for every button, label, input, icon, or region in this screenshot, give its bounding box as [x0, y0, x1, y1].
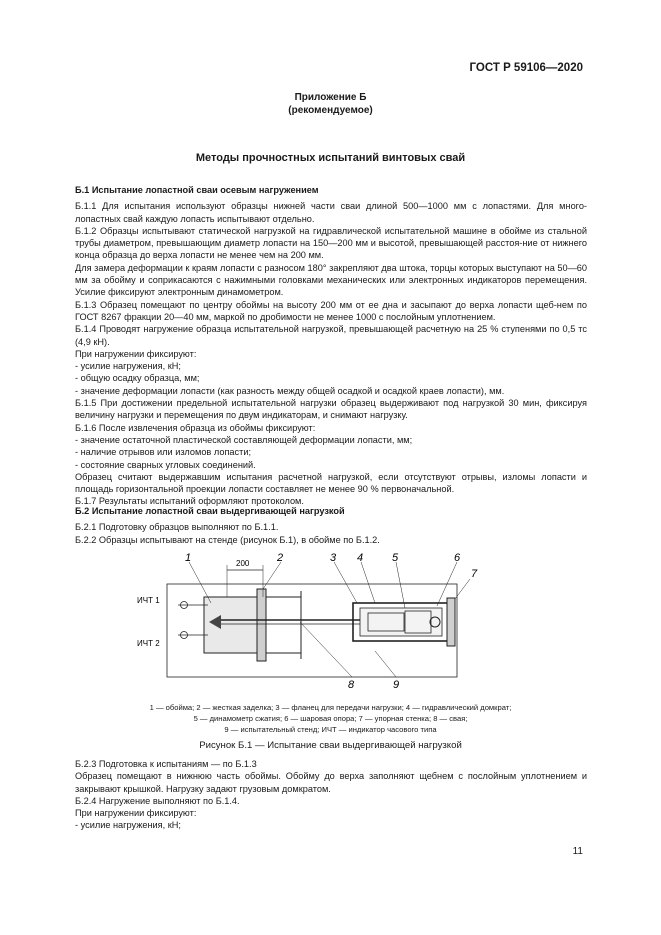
legend-line: 1 — обойма; 2 — жесткая заделка; 3 — фланец для передачи нагрузки; 4 — гидравлический домкрат;	[149, 703, 512, 712]
paragraph: Для замера деформации к краям лопасти с разносом 180° закрепляют два штока, торцы которых выступают на 50—60 мм за обойму и соприкасаются с нажимными головками механических или электронных индикаторов перемещения. Усилие фиксируют электронным динамометром.	[75, 262, 587, 298]
callout-4: 4	[357, 552, 364, 564]
paragraph: Б.2.2 Образцы испытывают на стенде (рисунок Б.1), в обойме по Б.1.2.	[75, 534, 380, 545]
appendix-heading	[0, 91, 661, 117]
paragraph: Б.1.3 Образец помещают по центру обоймы на высоту 200 мм от ее дна и засыпают до верха лопасти щеб-нем по ГОСТ 8267 фракции 20—40 мм, маркой по дробимости не менее 1000 с послойным уплотнением.	[75, 299, 587, 322]
paragraph: Образец считают выдержавшим испытания расчетной нагрузкой, если отсутствуют отрывы, изломы лопасти и площадь горизонтальной проекции лопасти составляет не менее 90 % первоначальной.	[75, 471, 587, 495]
paragraph: Б.1.4 Проводят нагружение образца испытательной нагрузкой, превышающей расчетную на 25 % ступенями по 0,5 тс (4,9 кН).	[75, 324, 587, 347]
legend-line: 5 — динамометр сжатия; 6 — шаровая опора; 7 — упорная стенка; 8 — свая;	[193, 714, 468, 723]
list-item: - усилие нагружения, кН;	[75, 361, 181, 372]
section-b2-continued	[75, 758, 587, 832]
section-b1	[75, 184, 587, 508]
paragraph: Б.1.2 Образцы испытывают статической нагрузкой на гидравлической испытательной машине в обойме из стальной трубы диаметром, превышающим диаметр лопасти на 150—200 мм и высотой, превышающей расстоя-ние от нижнего конца образца до верха лопасти не менее чем на 200 мм.	[75, 225, 587, 261]
figure-caption: Рисунок Б.1 — Испытание сваи выдергивающей нагрузкой	[199, 740, 462, 751]
paragraph: При нагружении фиксируют:	[75, 808, 197, 819]
page-number: 11	[572, 846, 583, 857]
indicator-2-label: ИЧТ 2	[137, 639, 160, 648]
callout-2: 2	[277, 552, 284, 564]
callout-7: 7	[471, 568, 478, 580]
callout-6: 6	[454, 552, 461, 564]
paragraph: При нагружении фиксируют:	[75, 348, 197, 359]
list-item: - значение деформации лопасти (как разность между общей осадкой и осадкой краев лопасти), мм.	[75, 385, 505, 396]
stop-wall	[447, 598, 455, 646]
dimension-label: 200	[236, 559, 250, 568]
section-b2	[75, 505, 587, 546]
rigid-clamp	[257, 589, 266, 661]
main-title: Методы прочностных испытаний винтовых свай	[195, 152, 466, 164]
standard-header: ГОСТ Р 59106—2020	[469, 62, 583, 74]
paragraph: Образец помещают в нижнюю часть обоймы. Обойму до верха заполняют щебнем с послойным уплотнением и закрывают крышкой. Нагрузку задают грузовым домкратом.	[75, 771, 587, 794]
appendix-status: (рекомендуемое)	[288, 105, 373, 116]
callout-1: 1	[185, 552, 192, 564]
paragraph: Б.2.1 Подготовку образцов выполняют по Б.1.1.	[75, 522, 279, 533]
figure-legend	[0, 702, 661, 735]
cage	[204, 597, 264, 653]
paragraph: Б.1.5 При достижении предельной испытательной нагрузки образец выдерживают под нагрузкой 30 мин, фиксируя величину нагрузки и перемещения по двум индикаторам, и снимают нагрузку.	[75, 398, 587, 421]
callout-5: 5	[392, 552, 399, 564]
callout-9: 9	[393, 679, 400, 691]
list-item: - наличие отрывов или изломов лопасти;	[75, 447, 252, 458]
paragraph: Б.1.7 Результаты испытаний оформляют протоколом.	[75, 496, 304, 507]
list-item: - усилие нагружения, кН;	[75, 820, 181, 831]
paragraph: Б.1.1 Для испытания используют образцы нижней части сваи длиной 500—1000 мм с лопастями. Для много-лопастных свай каждую лопасть испытывают отдельно.	[75, 201, 587, 224]
section-b1-heading: Б.1 Испытание лопастной сваи осевым нагружением	[75, 185, 319, 195]
section-b2-heading: Б.2 Испытание лопастной сваи выдергивающей нагрузкой	[75, 506, 345, 516]
list-item: - состояние сварных угловых соединений.	[75, 459, 256, 470]
callout-8: 8	[348, 679, 355, 691]
paragraph: Б.1.6 После извлечения образца из обоймы фиксируют:	[75, 422, 316, 433]
paragraph: Б.2.3 Подготовка к испытаниям — по Б.1.3	[75, 759, 257, 769]
callout-3: 3	[330, 552, 337, 564]
indicator-1-label: ИЧТ 1	[137, 596, 160, 605]
legend-line: 9 — испытательный стенд; ИЧТ — индикатор часового типа	[224, 725, 437, 734]
list-item: - значение остаточной пластической составляющей деформации лопасти, мм;	[75, 434, 413, 445]
appendix-title: Приложение Б	[294, 92, 367, 103]
test-stand-figure	[105, 551, 485, 691]
paragraph: Б.2.4 Нагружение выполняют по Б.1.4.	[75, 795, 240, 806]
list-item: - общую осадку образца, мм;	[75, 373, 200, 384]
